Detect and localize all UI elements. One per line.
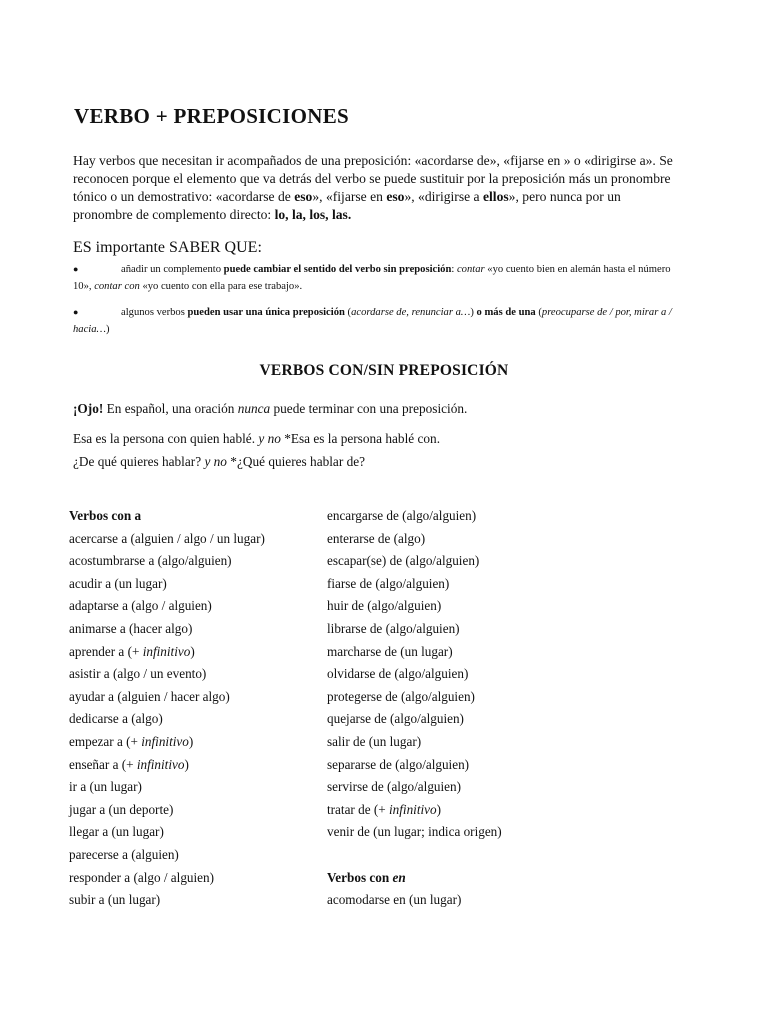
verb-text: servirse de (algo/alguien) bbox=[327, 779, 462, 795]
ojo-text: En español, una oración bbox=[103, 401, 238, 416]
verb-item bbox=[327, 597, 577, 620]
ojo-label: ¡Ojo! bbox=[73, 401, 104, 416]
bullet-text: ) bbox=[470, 307, 477, 318]
verb-text: quejarse de (algo/alguien) bbox=[327, 711, 464, 727]
verb-text: ir a (un lugar) bbox=[69, 779, 142, 795]
verb-text: encargarse de (algo/alguien) bbox=[327, 508, 477, 523]
verb-item bbox=[69, 597, 319, 620]
verb-text: asistir a (algo / un evento) bbox=[69, 666, 207, 682]
verb-item bbox=[69, 665, 319, 688]
bullet-item-single-preposition bbox=[73, 304, 673, 338]
intro-text: Hay verbos que necesitan ir acompañados de una preposición: «acordarse de», «fijarse en » o «dirigirse a». Se reconocen porque el elemento que va detrás del verbo se puede sustituir por la preposición más un pronombre tónico o un demostrativo: «acordarse de bbox=[73, 153, 673, 204]
verb-text: olvidarse de (algo/alguien) bbox=[327, 666, 469, 682]
intro-text: », pero nunca por un pronombre de complemento directo: bbox=[73, 189, 621, 222]
verb-italic: infinitivo bbox=[141, 733, 189, 749]
verb-text: librarse de (algo/alguien) bbox=[327, 620, 460, 636]
verb-item bbox=[327, 643, 577, 666]
verb-text: Verbos con bbox=[327, 869, 393, 885]
verb-item bbox=[69, 756, 319, 779]
verb-item bbox=[69, 530, 319, 553]
bullet-bold: o más de una bbox=[476, 307, 536, 318]
verb-text: subir a (un lugar) bbox=[69, 892, 161, 908]
verbs-list-right bbox=[327, 507, 577, 914]
verb-item bbox=[69, 891, 319, 914]
bullet-dot-icon: ● bbox=[73, 264, 79, 274]
verb-text: adaptarse a (algo / alguien) bbox=[69, 598, 212, 614]
verb-item bbox=[69, 643, 319, 666]
bullet-bold: puede cambiar el sentido del verbo sin preposición bbox=[223, 264, 452, 275]
verb-text: ayudar a (alguien / hacer algo) bbox=[69, 688, 230, 704]
verb-text: acomodarse en (un lugar) bbox=[327, 892, 462, 908]
example-text: *Esa es la persona hablé con. bbox=[280, 431, 441, 446]
section-title: VERBOS CON/SIN PREPOSICIÓN bbox=[259, 362, 509, 379]
verb-item bbox=[327, 530, 577, 553]
important-heading: ES importante SABER QUE: bbox=[73, 239, 262, 256]
verb-item bbox=[327, 507, 577, 530]
verb-italic: en bbox=[392, 869, 406, 885]
verb-item bbox=[327, 620, 577, 643]
verb-text: enterarse de (algo) bbox=[327, 530, 426, 546]
verb-item bbox=[327, 891, 577, 914]
example-sentence-2 bbox=[73, 454, 365, 470]
bullet-text: añadir un complemento bbox=[121, 264, 224, 275]
verb-text: ) bbox=[188, 733, 194, 749]
verb-italic: infinitivo bbox=[388, 801, 437, 817]
ojo-italic: nunca bbox=[237, 401, 271, 416]
verb-item bbox=[69, 733, 319, 756]
verb-text: animarse a (hacer algo) bbox=[69, 620, 193, 636]
verb-item bbox=[327, 710, 577, 733]
verb-text: separarse de (algo/alguien) bbox=[327, 756, 470, 772]
verb-text: tratar de (+ bbox=[327, 801, 389, 817]
verb-text: salir de (un lugar) bbox=[327, 733, 422, 749]
verb-text: acudir a (un lugar) bbox=[69, 575, 167, 591]
page-title: VERBO + PREPOSICIONES bbox=[74, 104, 349, 128]
bullet-text: «yo cuento bien en alemán hasta el número 10», bbox=[73, 264, 671, 292]
example-text: *¿Qué quieres hablar de? bbox=[226, 454, 366, 469]
verb-italic: infinitivo bbox=[142, 643, 191, 659]
bullet-bold: pueden usar una única preposición bbox=[187, 307, 345, 318]
verb-italic: infinitivo bbox=[136, 756, 185, 772]
verb-text: llegar a (un lugar) bbox=[69, 824, 164, 840]
verb-item bbox=[327, 575, 577, 598]
verb-item bbox=[327, 778, 577, 801]
bullet-italic: acordarse de, renunciar a… bbox=[351, 307, 471, 318]
bullet-text: «yo cuento con ella para ese trabajo». bbox=[139, 280, 303, 292]
verb-text: ) bbox=[190, 643, 195, 659]
intro-bold: ellos bbox=[482, 189, 509, 204]
verb-text: acercarse a (alguien / algo / un lugar) bbox=[69, 530, 265, 546]
verb-item bbox=[69, 620, 319, 643]
bullet-text: ( bbox=[535, 307, 542, 318]
bullet-italic: contar con bbox=[94, 280, 140, 292]
verb-item bbox=[327, 823, 577, 846]
verb-item bbox=[69, 869, 319, 892]
bullet-text: ) bbox=[105, 323, 110, 335]
bullet-italic: preocuparse de / por, mirar a / hacia… bbox=[73, 307, 672, 335]
verb-item bbox=[69, 778, 319, 801]
verb-item bbox=[69, 552, 319, 575]
verb-text: marcharse de (un lugar) bbox=[327, 643, 453, 659]
verb-text: aprender a (+ bbox=[69, 643, 143, 659]
intro-text: », «fijarse en bbox=[312, 189, 387, 204]
verb-text: escapar(se) de (algo/alguien) bbox=[327, 553, 480, 569]
bullet-text: : bbox=[451, 264, 457, 275]
verb-text: dedicarse a (algo) bbox=[69, 711, 163, 727]
example-text: ¿De qué quieres hablar? bbox=[73, 454, 205, 469]
intro-paragraph bbox=[73, 152, 673, 224]
verb-text: protegerse de (algo/alguien) bbox=[327, 688, 475, 704]
verb-item bbox=[69, 846, 319, 869]
bullet-dot-icon: ● bbox=[73, 307, 79, 317]
intro-text: », «dirigirse a bbox=[404, 189, 483, 204]
verb-text: acostumbrarse a (algo/alguien) bbox=[69, 553, 232, 569]
intro-bold: eso bbox=[386, 189, 405, 204]
list-spacer bbox=[327, 846, 577, 869]
verb-text: enseñar a (+ bbox=[69, 756, 137, 772]
verb-text: ) bbox=[436, 801, 442, 817]
verb-text: jugar a (un deporte) bbox=[69, 801, 174, 817]
bullet-text: algunos verbos bbox=[121, 307, 188, 318]
verbs-list-left bbox=[69, 507, 319, 914]
intro-bold: lo, la, los, las. bbox=[274, 207, 352, 222]
verb-item bbox=[69, 688, 319, 711]
example-text: Esa es la persona con quien hablé. bbox=[73, 431, 259, 446]
verb-item bbox=[69, 823, 319, 846]
bullet-text: ( bbox=[344, 307, 352, 318]
verb-item bbox=[69, 710, 319, 733]
verb-text: Verbos con a bbox=[69, 508, 142, 523]
verb-text: responder a (algo / alguien) bbox=[69, 869, 215, 885]
ojo-note bbox=[73, 401, 467, 417]
verb-item bbox=[327, 688, 577, 711]
verb-item bbox=[327, 733, 577, 756]
example-sentence-1 bbox=[73, 431, 440, 447]
verb-item bbox=[327, 552, 577, 575]
verb-item bbox=[327, 756, 577, 779]
verb-text: parecerse a (alguien) bbox=[69, 846, 179, 862]
verb-text: empezar a (+ bbox=[69, 733, 142, 749]
verb-text: ) bbox=[184, 756, 189, 772]
example-italic: y no bbox=[204, 454, 227, 469]
verb-text: fiarse de (algo/alguien) bbox=[327, 575, 450, 591]
bullet-italic: contar bbox=[456, 264, 485, 275]
verb-item bbox=[327, 801, 577, 824]
intro-bold: eso bbox=[294, 189, 313, 204]
verb-item bbox=[69, 575, 319, 598]
bullet-item-meaning-change bbox=[73, 261, 673, 295]
verb-item bbox=[69, 801, 319, 824]
verb-text: huir de (algo/alguien) bbox=[327, 598, 442, 614]
example-italic: y no bbox=[258, 431, 281, 446]
verb-text: venir de (un lugar; indica origen) bbox=[327, 824, 502, 840]
ojo-text: puede terminar con una preposición. bbox=[270, 401, 468, 416]
list-heading bbox=[327, 869, 577, 892]
verb-item bbox=[327, 665, 577, 688]
list-heading bbox=[69, 507, 319, 530]
